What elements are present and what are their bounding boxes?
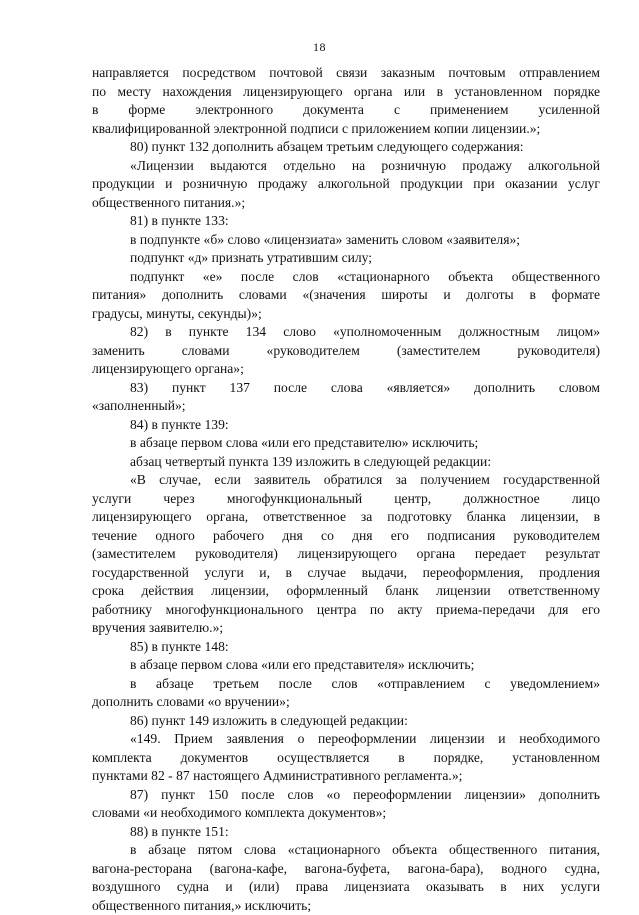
text-line: воздушного судна и (или) права лицензиата оказывать в них услуги: [92, 878, 600, 897]
text-line: питания» дополнить словами «(значения широты и долготы в формате: [92, 286, 600, 305]
text-line: комплекта документов осуществляется в порядке, установленном: [92, 749, 600, 768]
text-line: словами «и необходимого комплекта документов»;: [92, 804, 600, 823]
text-line: дополнить словами «о вручении»;: [92, 693, 600, 712]
text-line: заменить словами «руководителем (заместителем руководителя): [92, 342, 600, 361]
text-line: в форме электронного документа с применением усиленной: [92, 101, 600, 120]
text-line: работнику многофункционального центра по акту приема-передачи для его: [92, 601, 600, 620]
text-line: лицензирующего органа»;: [92, 360, 600, 379]
text-line: 88) в пункте 151:: [92, 823, 600, 842]
text-line: срока действия лицензии, оформленный бланк лицензии ответственному: [92, 582, 600, 601]
text-line: государственной услуги и, в случае выдачи, переоформления, продления: [92, 564, 600, 583]
document-body: [92, 64, 600, 915]
text-line: «149. Прием заявления о переоформлении лицензии и необходимого: [92, 730, 600, 749]
text-line: 84) в пункте 139:: [92, 416, 600, 435]
text-line: «Лицензии выдаются отдельно на розничную продажу алкогольной: [92, 157, 600, 176]
text-line: «заполненный»;: [92, 397, 600, 416]
text-line: 86) пункт 149 изложить в следующей редакции:: [92, 712, 600, 731]
text-line: в абзаце третьем после слов «отправлением с уведомлением»: [92, 675, 600, 694]
text-line: в абзаце пятом слова «стационарного объекта общественного питания,: [92, 841, 600, 860]
text-line: вагона-ресторана (вагона-кафе, вагона-буфета, вагона-бара), водного судна,: [92, 860, 600, 879]
text-line: градусы, минуты, секунды)»;: [92, 305, 600, 324]
text-line: подпункт «д» признать утратившим силу;: [92, 249, 600, 268]
text-line: 83) пункт 137 после слова «является» дополнить словом: [92, 379, 600, 398]
text-line: в подпункте «б» слово «лицензиата» заменить словом «заявителя»;: [92, 231, 600, 250]
text-line: общественного питания.»;: [92, 194, 600, 213]
text-line: (заместителем руководителя) лицензирующего органа передает результат: [92, 545, 600, 564]
text-line: течение одного рабочего дня со дня его подписания руководителем: [92, 527, 600, 546]
text-line: в абзаце первом слова «или его представителю» исключить;: [92, 434, 600, 453]
text-line: направляется посредством почтовой связи заказным почтовым отправлением: [92, 64, 600, 83]
text-line: пунктами 82 - 87 настоящего Административного регламента.»;: [92, 767, 600, 786]
text-line: общественного питания,» исключить;: [92, 897, 600, 915]
text-line: 82) в пункте 134 слово «уполномоченным должностным лицом»: [92, 323, 600, 342]
text-line: 87) пункт 150 после слов «о переоформлении лицензии» дополнить: [92, 786, 600, 805]
text-line: услуги через многофункциональный центр, должностное лицо: [92, 490, 600, 509]
text-line: 81) в пункте 133:: [92, 212, 600, 231]
text-line: квалифицированной электронной подписи с приложением копии лицензии.»;: [92, 120, 600, 139]
text-line: абзац четвертый пункта 139 изложить в следующей редакции:: [92, 453, 600, 472]
page-number: 18: [0, 40, 639, 55]
text-line: продукции и розничную продажу алкогольной продукции при оказании услуг: [92, 175, 600, 194]
text-line: в абзаце первом слова «или его представителя» исключить;: [92, 656, 600, 675]
text-line: 85) в пункте 148:: [92, 638, 600, 657]
text-line: лицензирующего органа, ответственное за подготовку бланка лицензии, в: [92, 508, 600, 527]
text-line: 80) пункт 132 дополнить абзацем третьим следующего содержания:: [92, 138, 600, 157]
text-line: «В случае, если заявитель обратился за получением государственной: [92, 471, 600, 490]
text-line: вручения заявителю.»;: [92, 619, 600, 638]
text-line: по месту нахождения лицензирующего органа или в установленном порядке: [92, 83, 600, 102]
text-line: подпункт «е» после слов «стационарного объекта общественного: [92, 268, 600, 287]
